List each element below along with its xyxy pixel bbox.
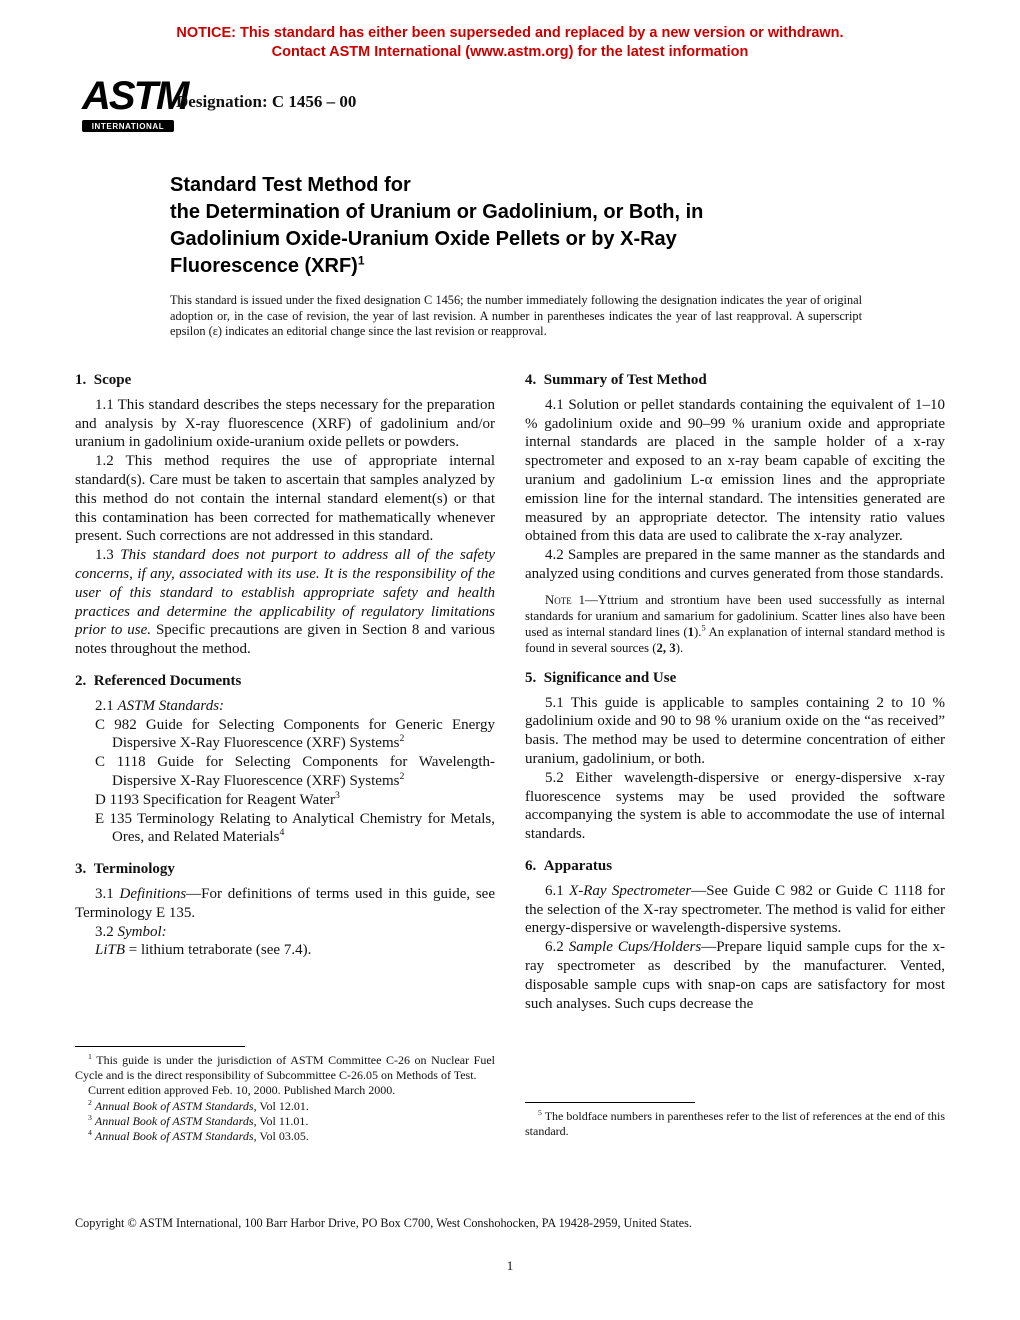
footnote-rule [75,1046,245,1047]
section-heading: 1. Scope [75,372,132,388]
notice-line-2: Contact ASTM International (www.astm.org) for the latest information [271,44,749,60]
note-paragraph: Note 1—Yttrium and strontium have been used successfully as internal standards for uranium and samarium for gadolinium. Scatter lines also have been used as internal standard lines (1).$^5$ An explanation of internal standard method is found in several sources (2, 3). [525,592,945,655]
footnote: Current edition approved Feb. 10, 2000. Published March 2000. [88,1083,396,1098]
paragraph: 5.1 This guide is applicable to samples containing 2 to 10 % gadolinium oxide and 90 to 98 % uranium oxide on the “as received” basis. The method may be used to determine concentration of either uranium, gadolinium, or both. [525,694,945,767]
footnote: $^5$ The boldface numbers in parentheses refer to the list of references at the end of this standard. [525,1108,945,1139]
footnote: $^1$ This guide is under the jurisdiction of ASTM Committee C-26 on Nuclear Fuel Cycle and is the direct responsibility of Subcommittee C-26.05 on Methods of Test. [75,1052,495,1083]
title-line-text: Fluorescence (XRF) [170,255,358,277]
reference-item: D 1193 Specification for Reagent Water$^3$ [95,789,340,808]
footnote-list [525,1109,945,1139]
paragraph: 1.3 This standard does not purport to address all of the safety concerns, if any, associated with its use. It is the responsibility of the user of this standard to establish appropriate safety and health practices and determine the applicability of regulatory limitations prior to use. Specific precautions are given in Section 8 and various notes throughout the method. [75,547,496,658]
footnote: $^4$ Annual Book of ASTM Standards, Vol 03.05. [88,1128,309,1144]
paragraph: 1.2 This method requires the use of appropriate internal standard(s). Care must be taken to ascertain that samples analyzed by this method do not contain the internal standard element(s) or that this contamination has been corrected for mathematically whenever present. Such corrections are not addressed in this standard. [75,453,495,545]
section-heading: 5. Significance and Use [525,669,677,686]
title-footnote-ref: 1 [357,253,365,268]
paragraph: LiTB = lithium tetraborate (see 7.4). [95,942,312,959]
document-title [170,172,910,280]
page-number: 1 [506,1258,514,1273]
astm-logo-subtext: INTERNATIONAL [82,120,174,132]
paragraph: 6.1 X-Ray Spectrometer—See Guide C 982 or Guide C 1118 for the selection of the X-ray spectrometer. The method is valid for either energy-dispersive or wavelength-dispersive systems. [525,882,946,937]
right-footnotes [525,1102,945,1139]
footnote-list [75,1053,495,1144]
paragraph: 3.2 Symbol: [95,923,167,940]
title-line: Standard Test Method for [170,174,411,196]
issue-statement: This standard is issued under the fixed designation C 1456; the number immediately following the designation indicates the year of original adoption or, in the case of revision, the year of last revision. A number in parentheses indicates the year of last reapproval. A superscript epsilon (ε) indicates an editorial change since the last revision or reapproval. [170,293,862,339]
paragraph: 4.1 Solution or pellet standards containing the equivalent of 1–10 % gadolinium oxide and 90–99 % uranium oxide and appropriate internal standards are placed in the sample holder of a x-ray spectrometer and exposed to an x-ray beam capable of exciting the uranium and gadolinium L-α emission lines and the appropriate emission line for the internal standard. The intensities generated are measured by an appropriate detector. The intensity ratio values obtained from this data are used to calibrate the x-ray analyzer. [525,396,945,545]
designation-label: Designation: C 1456 – 00 [176,92,357,111]
left-column [75,370,495,960]
footnote-rule [525,1102,695,1103]
reference-item: C 1118 Guide for Selecting Components for Wavelength-Dispersive X-Ray Fluorescence (XRF) Systems$^2$ [95,754,495,789]
left-footnotes [75,1046,495,1144]
astm-logo [82,74,188,132]
paragraph: 1.1 This standard describes the steps necessary for the preparation and analysis by X-ray fluorescence (XRF) of gadolinium and/or uranium in gadolinium oxide-uranium oxide pellets or powders. [75,396,495,451]
section-heading: 4. Summary of Test Method [525,372,707,388]
paragraph: 5.2 Either wavelength-dispersive or energy-dispersive x-ray fluorescence systems may be used provided the software accompanying the system is able to accommodate the use of internal standards. [525,769,945,843]
paragraph: 3.1 Definitions—For definitions of terms used in this guide, see Terminology E 135. [75,885,495,921]
title-line: the Determination of Uranium or Gadolinium, or Both, in [170,201,704,223]
paragraph: 2.1 ASTM Standards: [95,697,225,714]
supersession-notice [0,24,1020,62]
reference-item: C 982 Guide for Selecting Components for Generic Energy Dispersive X-Ray Fluorescence (XRF) Systems$^2$ [95,716,495,752]
notice-line-1: NOTICE: This standard has either been superseded and replaced by a new version or withdrawn. [176,25,844,41]
right-column [525,370,945,1013]
section-heading: 2. Referenced Documents [75,672,242,689]
paragraph: 6.2 Sample Cups/Holders—Prepare liquid sample cups for the x-ray spectrometer as described by the manufacturer. Vented, disposable sample cups with snap-on caps are satisfactory for most such analyses. Such cups decrease the [525,939,946,1012]
paragraph: 4.2 Samples are prepared in the same manner as the standards and analyzed using conditions and curves generated from those standards. [525,547,945,582]
section-heading: 3. Terminology [75,861,175,878]
footnote: $^3$ Annual Book of ASTM Standards, Vol 11.01. [88,1112,309,1128]
astm-logo-text: ASTM [82,74,188,118]
copyright-line: Copyright © ASTM International, 100 Barr Harbor Drive, PO Box C700, West Conshohocken, PA 19428-2959, United States. [75,1216,692,1230]
title-line: Gadolinium Oxide-Uranium Oxide Pellets or by X-Ray [170,228,677,250]
reference-item: E 135 Terminology Relating to Analytical Chemistry for Metals, Ores, and Related Materials$^4$ [95,810,495,846]
section-heading: 6. Apparatus [525,857,613,874]
footnote: $^2$ Annual Book of ASTM Standards, Vol 12.01. [88,1097,309,1113]
title-line [170,253,910,280]
